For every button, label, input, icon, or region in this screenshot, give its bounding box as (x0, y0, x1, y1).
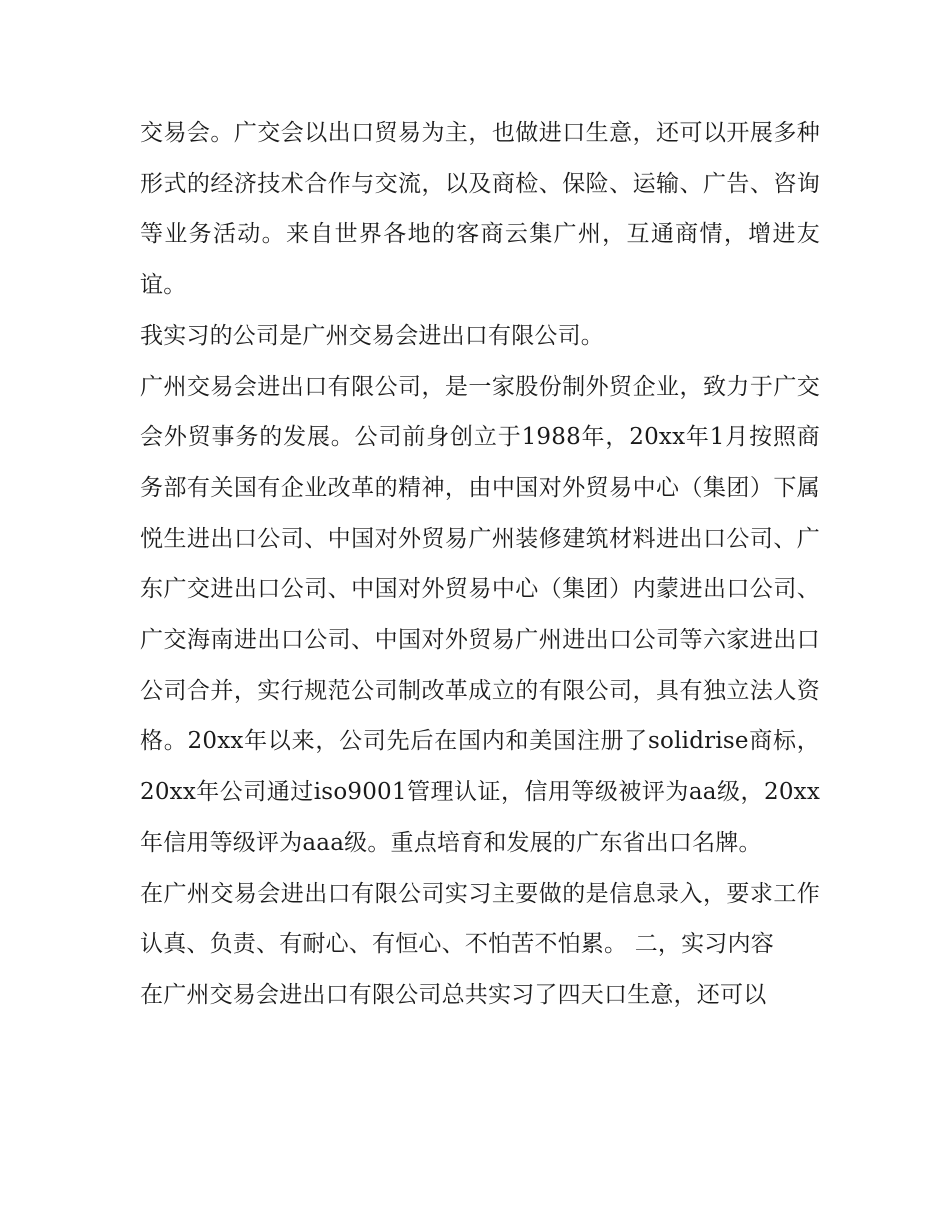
paragraph-internship-content: 在广州交易会进出口有限公司总共实习了四天口生意，还可以 (140, 981, 767, 1008)
paragraph-internship-duties: 在广州交易会进出口有限公司实习主要做的是信息录入，要求工作认真、负责、有耐心、有恒心、不怕苦不怕累。 二，实习内容 (140, 880, 820, 958)
document-body (140, 108, 820, 1021)
paragraph-trade-fair-intro: 交易会。广交会以出口贸易为主，也做进口生意，还可以开展多种形式的经济技术合作与交流，以及商检、保险、运输、广告、咨询等业务活动。来自世界各地的客商云集广州，互通商情，增进友谊。 (140, 120, 820, 299)
paragraph-company-profile: 广州交易会进出口有限公司，是一家股份制外贸企业，致力于广交会外贸事务的发展。公司前身创立于1988年，20xx年1月按照商务部有关国有企业改革的精神，由中国对外贸易中心（集团）下属悦生进出口公司、中国对外贸易广州装修建筑材料进出口公司、广东广交进出口公司、中国对外贸易中心（集团）内蒙进出口公司、广交海南进出口公司、中国对外贸易广州进出口公司等六家进出口公司合并，实行规范公司制改革成立的有限公司，具有独立法人资格。20xx年以来，公司先后在国内和美国注册了solidrise商标，20xx年公司通过iso9001管理认证，信用等级被评为aa级，20xx年信用等级评为aaa级。重点培育和发展的广东省出口名牌。 (140, 373, 820, 856)
paragraph-internship-company: 我实习的公司是广州交易会进出口有限公司。 (140, 322, 604, 349)
